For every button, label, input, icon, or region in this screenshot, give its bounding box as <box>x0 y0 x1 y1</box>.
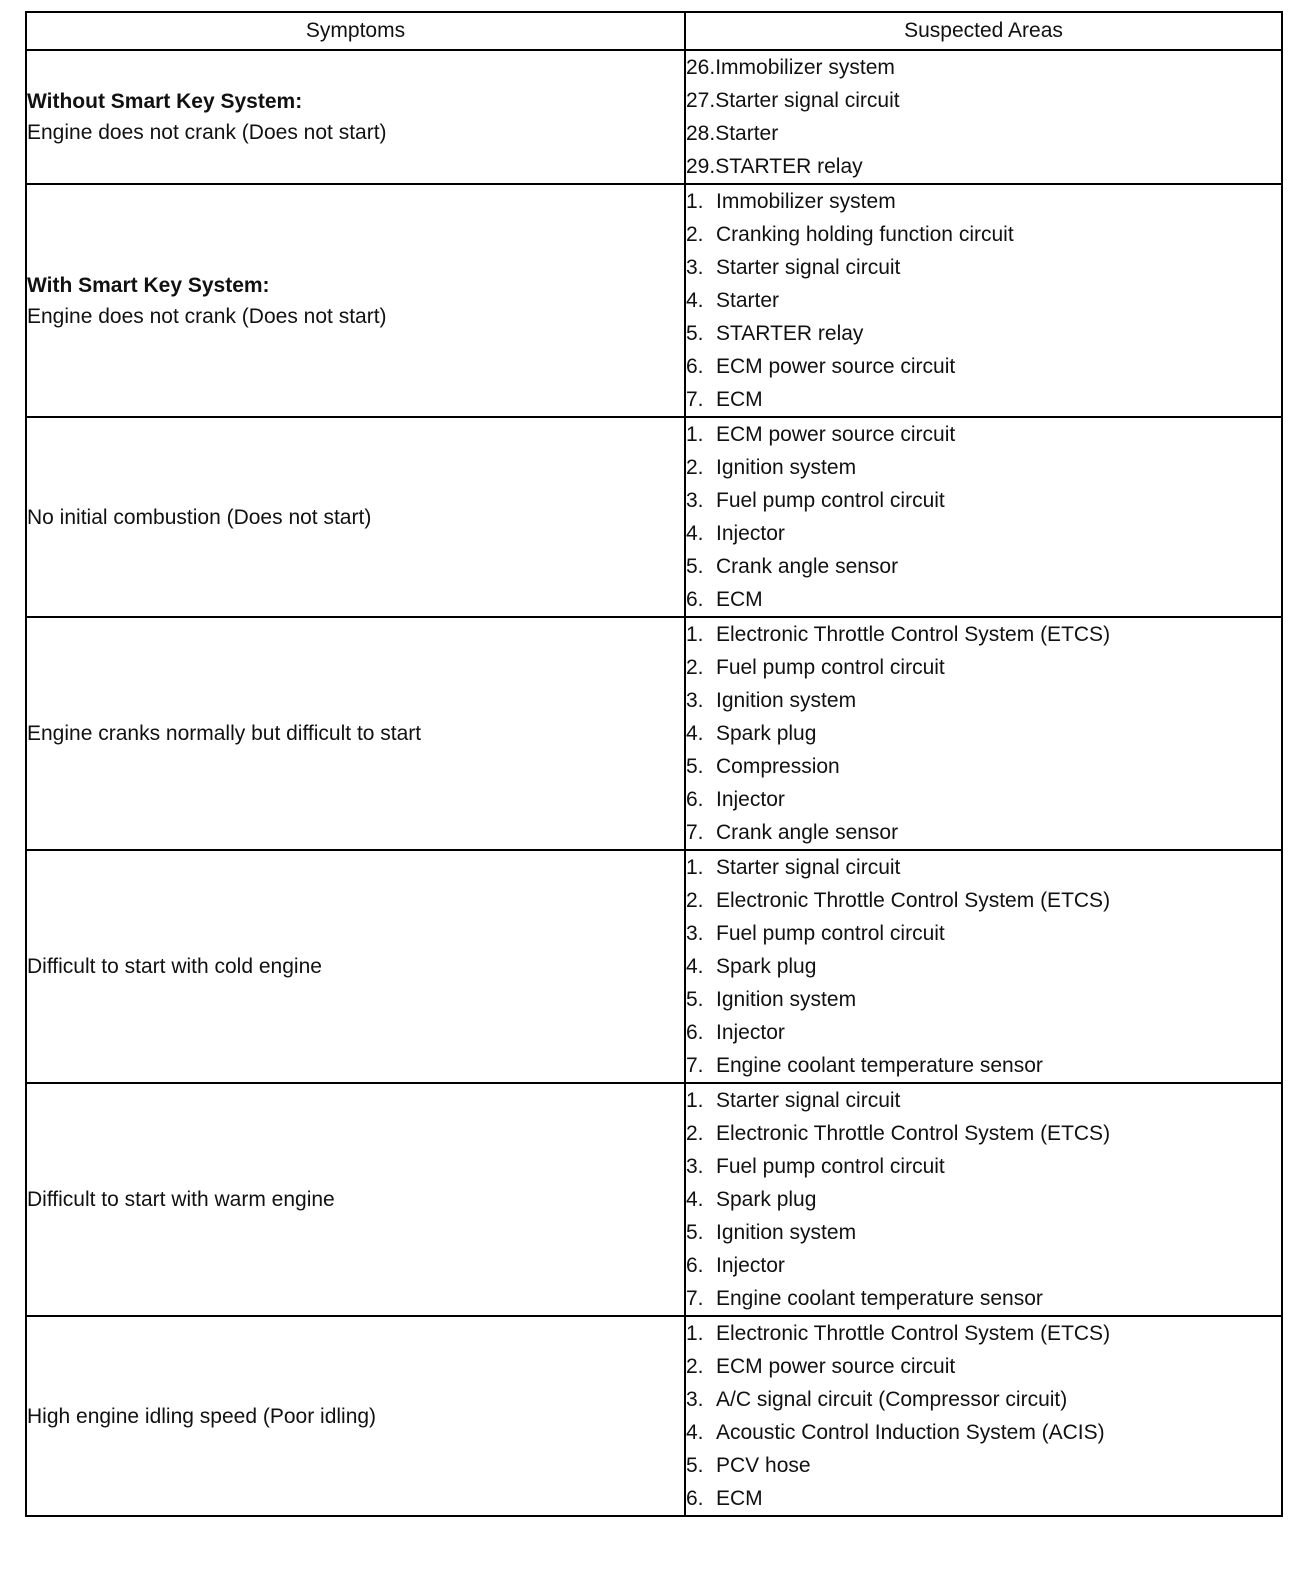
item-text: Injector <box>716 1021 785 1044</box>
item-text: ECM power source circuit <box>716 1355 956 1378</box>
item-text: Crank angle sensor <box>716 821 899 844</box>
symptom-text: Difficult to start with cold engine <box>27 955 322 978</box>
item-number: 29. <box>686 155 716 178</box>
symptom-text: Engine does not crank (Does not start) <box>27 121 387 144</box>
list-item <box>686 1282 1281 1315</box>
table-row <box>26 50 1282 184</box>
list-item <box>686 783 1281 816</box>
item-text: Immobilizer system <box>715 56 895 79</box>
suspected-areas-cell <box>685 850 1282 1083</box>
header-suspected-areas: Suspected Areas <box>685 12 1282 50</box>
list-item <box>686 651 1281 684</box>
item-text: Fuel pump control circuit <box>716 489 945 512</box>
symptom-cell <box>26 417 685 617</box>
symptom-cell <box>26 1316 685 1516</box>
list-item <box>686 1249 1281 1282</box>
symptom-condition: Without Smart Key System: <box>27 90 303 113</box>
list-item <box>686 1216 1281 1249</box>
item-number: 7. <box>686 388 704 411</box>
item-number: 6. <box>686 588 704 611</box>
list-item <box>686 884 1281 917</box>
item-number: 4. <box>686 522 704 545</box>
list-item <box>686 451 1281 484</box>
item-text: ECM <box>716 1487 763 1510</box>
item-text: Starter signal circuit <box>716 1089 901 1112</box>
item-number: 1. <box>686 856 704 879</box>
item-text: Starter signal circuit <box>716 256 901 279</box>
suspected-areas-cell <box>685 1316 1282 1516</box>
item-text: A/C signal circuit (Compressor circuit) <box>716 1388 1068 1411</box>
list-item <box>686 484 1281 517</box>
list-item <box>686 418 1281 451</box>
item-text: Electronic Throttle Control System (ETCS) <box>716 1322 1111 1345</box>
suspected-areas-list <box>686 1317 1281 1515</box>
item-text: Cranking holding function circuit <box>716 223 1014 246</box>
item-text: Acoustic Control Induction System (ACIS) <box>716 1421 1105 1444</box>
suspected-areas-cell <box>685 1083 1282 1316</box>
list-item <box>686 251 1281 284</box>
suspected-areas-list <box>686 1084 1281 1315</box>
item-text: Ignition system <box>716 456 857 479</box>
list-item <box>686 1317 1281 1350</box>
item-number: 1. <box>686 1089 704 1112</box>
item-number: 3. <box>686 689 704 712</box>
suspected-areas-cell <box>685 50 1282 184</box>
item-number: 4. <box>686 1421 704 1444</box>
item-text: Ignition system <box>716 1221 857 1244</box>
symptom-text: No initial combustion (Does not start) <box>27 505 372 529</box>
table-row <box>26 184 1282 417</box>
list-item <box>686 1016 1281 1049</box>
item-text: Compression <box>716 755 840 778</box>
item-text: Injector <box>716 788 785 811</box>
item-text: Ignition system <box>716 988 857 1011</box>
item-number: 1. <box>686 423 704 446</box>
list-item <box>686 350 1281 383</box>
item-number: 6. <box>686 1021 704 1044</box>
item-text: Electronic Throttle Control System (ETCS) <box>716 623 1111 646</box>
list-item <box>686 1183 1281 1216</box>
list-item <box>686 1084 1281 1117</box>
table-row <box>26 617 1282 850</box>
symptom-cell <box>26 50 685 184</box>
suspected-areas-cell <box>685 417 1282 617</box>
list-item <box>686 517 1281 550</box>
list-item <box>686 1383 1281 1416</box>
table-body <box>26 50 1282 1516</box>
item-text: PCV hose <box>716 1454 811 1477</box>
item-number: 6. <box>686 355 704 378</box>
list-item <box>686 750 1281 783</box>
list-item <box>686 383 1281 416</box>
item-number: 3. <box>686 922 704 945</box>
item-text: Starter signal circuit <box>715 89 900 112</box>
item-text: Spark plug <box>716 722 817 745</box>
symptom-text: Difficult to start with warm engine <box>27 1188 335 1211</box>
item-text: Electronic Throttle Control System (ETCS) <box>716 1122 1111 1145</box>
item-number: 7. <box>686 821 704 844</box>
item-text: Spark plug <box>716 955 817 978</box>
item-text: STARTER relay <box>716 322 864 345</box>
item-number: 3. <box>686 489 704 512</box>
item-number: 1. <box>686 190 704 213</box>
item-text: Starter signal circuit <box>716 856 901 879</box>
list-item <box>686 51 1281 84</box>
list-item <box>686 84 1281 117</box>
item-number: 5. <box>686 555 704 578</box>
item-number: 5. <box>686 755 704 778</box>
list-item <box>686 983 1281 1016</box>
item-number: 6. <box>686 788 704 811</box>
item-text: ECM power source circuit <box>716 423 956 446</box>
list-item <box>686 684 1281 717</box>
suspected-areas-list <box>686 185 1281 416</box>
list-item <box>686 917 1281 950</box>
item-number: 4. <box>686 722 704 745</box>
item-text: Electronic Throttle Control System (ETCS) <box>716 889 1111 912</box>
item-text: Fuel pump control circuit <box>716 1155 945 1178</box>
item-text: Ignition system <box>716 689 857 712</box>
table-row <box>26 850 1282 1083</box>
item-number: 6. <box>686 1487 704 1510</box>
item-text: Engine coolant temperature sensor <box>716 1054 1043 1077</box>
item-number: 7. <box>686 1287 704 1310</box>
item-number: 3. <box>686 256 704 279</box>
item-number: 4. <box>686 1188 704 1211</box>
list-item <box>686 1117 1281 1150</box>
item-number: 2. <box>686 656 704 679</box>
item-number: 4. <box>686 289 704 312</box>
item-number: 2. <box>686 889 704 912</box>
table-row <box>26 417 1282 617</box>
suspected-areas-list <box>686 618 1281 849</box>
list-item <box>686 550 1281 583</box>
list-item <box>686 1482 1281 1515</box>
item-number: 2. <box>686 1122 704 1145</box>
symptom-cell <box>26 617 685 850</box>
item-text: Fuel pump control circuit <box>716 922 945 945</box>
symptom-table <box>25 11 1283 1517</box>
item-number: 5. <box>686 988 704 1011</box>
item-number: 28. <box>686 122 716 145</box>
suspected-areas-list <box>686 51 1281 183</box>
item-number: 3. <box>686 1388 704 1411</box>
symptom-cell <box>26 1083 685 1316</box>
item-text: Crank angle sensor <box>716 555 899 578</box>
list-item <box>686 1150 1281 1183</box>
item-text: Engine coolant temperature sensor <box>716 1287 1043 1310</box>
item-text: Fuel pump control circuit <box>716 656 945 679</box>
item-number: 26. <box>686 56 716 79</box>
item-number: 6. <box>686 1254 704 1277</box>
list-item <box>686 218 1281 251</box>
list-item <box>686 816 1281 849</box>
item-text: STARTER relay <box>715 155 863 178</box>
item-number: 3. <box>686 1155 704 1178</box>
list-item <box>686 1049 1281 1082</box>
suspected-areas-list <box>686 418 1281 616</box>
item-text: Starter <box>715 122 779 145</box>
item-text: ECM <box>716 388 763 411</box>
item-number: 1. <box>686 623 704 646</box>
table-row <box>26 1083 1282 1316</box>
list-item <box>686 1350 1281 1383</box>
item-number: 5. <box>686 1454 704 1477</box>
item-number: 5. <box>686 322 704 345</box>
item-number: 2. <box>686 223 704 246</box>
symptom-cell <box>26 184 685 417</box>
list-item <box>686 851 1281 884</box>
item-text: Injector <box>716 1254 785 1277</box>
list-item <box>686 317 1281 350</box>
item-text: Injector <box>716 522 785 545</box>
suspected-areas-cell <box>685 184 1282 417</box>
item-text: Spark plug <box>716 1188 817 1211</box>
item-text: ECM <box>716 588 763 611</box>
header-symptoms: Symptoms <box>26 12 685 50</box>
symptom-text: High engine idling speed (Poor idling) <box>27 1404 377 1428</box>
item-number: 2. <box>686 456 704 479</box>
item-text: Starter <box>716 289 780 312</box>
suspected-areas-list <box>686 851 1281 1082</box>
list-item <box>686 583 1281 616</box>
list-item <box>686 284 1281 317</box>
list-item <box>686 950 1281 983</box>
suspected-areas-cell <box>685 617 1282 850</box>
item-number: 4. <box>686 955 704 978</box>
item-text: Immobilizer system <box>716 190 896 213</box>
item-number: 2. <box>686 1355 704 1378</box>
list-item <box>686 1416 1281 1449</box>
item-text: ECM power source circuit <box>716 355 956 378</box>
item-number: 7. <box>686 1054 704 1077</box>
list-item <box>686 117 1281 150</box>
item-number: 27. <box>686 89 716 112</box>
list-item <box>686 618 1281 651</box>
symptom-text: Engine does not crank (Does not start) <box>27 304 387 328</box>
table-row <box>26 1316 1282 1516</box>
item-number: 5. <box>686 1221 704 1244</box>
header-row <box>26 12 1282 50</box>
list-item <box>686 150 1281 183</box>
list-item <box>686 717 1281 750</box>
list-item <box>686 1449 1281 1482</box>
symptom-text: Engine cranks normally but difficult to start <box>27 722 422 745</box>
symptom-condition: With Smart Key System: <box>27 273 270 297</box>
symptom-cell <box>26 850 685 1083</box>
item-number: 1. <box>686 1322 704 1345</box>
list-item <box>686 185 1281 218</box>
